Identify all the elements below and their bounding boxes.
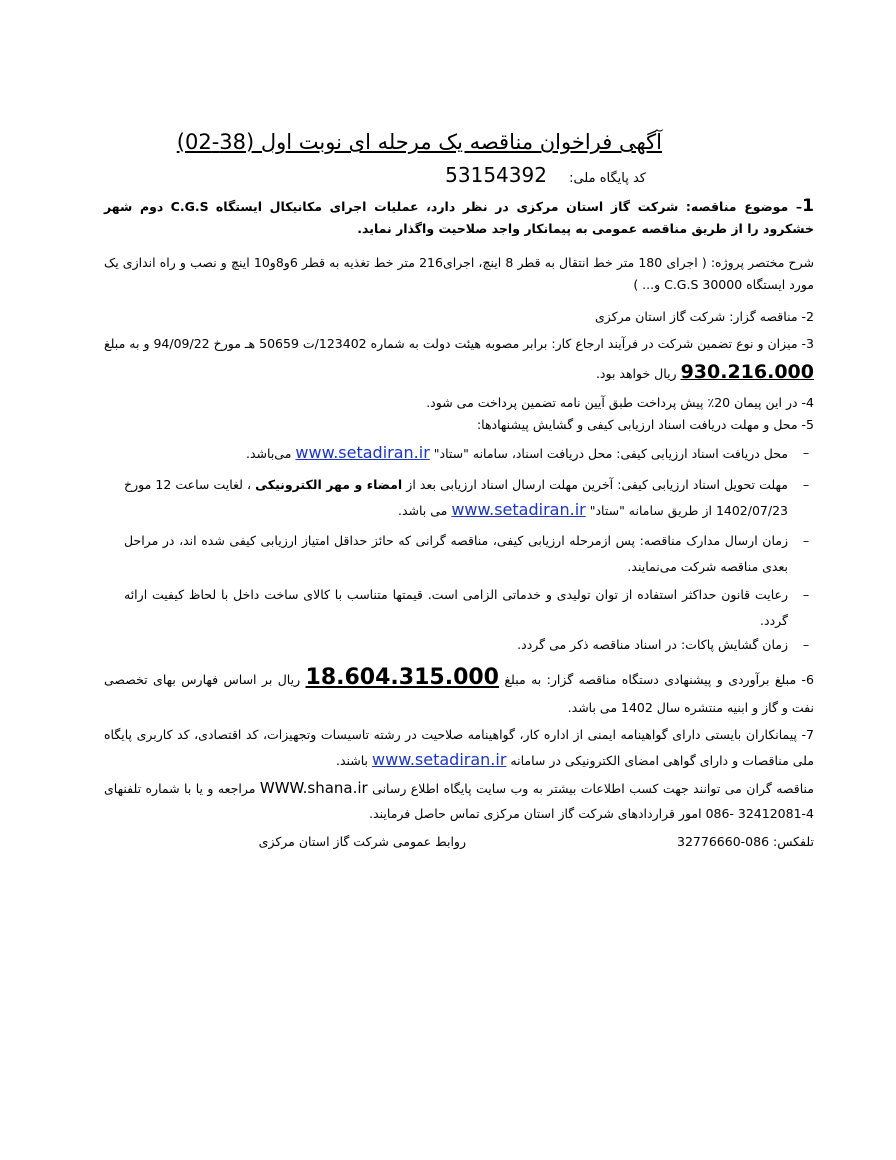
- item-3-text-a: 3- میزان و نوع تضمین شرکت در فرآیند ارجاع کار: برابر مصوبه هیئت دولت به شماره 123402/ت 50659 هـ مورخ 94/09/22 و به مبلغ: [104, 336, 814, 351]
- bullet-2-text-c: می باشد.: [397, 503, 448, 518]
- item-6-text-b: ریال بر اساس فهارس بهای تخصصی نفت و گاز و ابنیه منتشره سال 1402 می باشد.: [104, 672, 814, 715]
- item-6-amount: 18.604.315.000: [305, 665, 499, 690]
- bullet-dash: –: [802, 445, 810, 460]
- bullet-2-text-b: ، لغایت ساعت 12 مورخ 1402/07/23 از طریق سامانه "ستاد": [124, 477, 788, 518]
- item-3-text-b: ریال خواهد بود.: [595, 366, 677, 381]
- bullet-3-text: زمان ارسال مدارک مناقصه: پس ازمرحله ارزیابی کیفی، مناقصه گرانی که حائز حداقل امتیاز ارزیابی کیفی شده اند، در مراحل بعدی مناقصه شرکت می‌نمایند.: [124, 533, 788, 574]
- bullet-2-text-a: مهلت تحویل اسناد ارزیابی کیفی: آخرین مهلت ارسال اسناد ارزیابی بعد از: [406, 477, 788, 492]
- bullet-1-text-a: محل دریافت اسناد ارزیابی کیفی: محل دریافت اسناد، سامانه "ستاد": [433, 446, 788, 461]
- item-7-requirements: [104, 722, 814, 773]
- bullet-2-bold: امضاء و مهر الکترونیکی: [255, 477, 403, 492]
- setadiran-link[interactable]: www.setadiran.ir: [372, 750, 507, 769]
- national-code-value: 53154392: [445, 163, 547, 187]
- setadiran-link[interactable]: www.setadiran.ir: [295, 443, 430, 462]
- bullet-dash: –: [802, 477, 810, 492]
- bullet-5-text: زمان گشایش پاکات: در اسناد مناقصه ذکر می گردد.: [517, 637, 788, 652]
- bullet-3-submission: [124, 528, 814, 580]
- item-1-text-b: دوم شهر خشکرود را از طریق مناقصه عمومی به پیمانکار واجد صلاحیت واگذار نماید.: [104, 199, 814, 236]
- item-3-guarantee: [104, 330, 814, 388]
- setadiran-link[interactable]: www.setadiran.ir: [451, 500, 586, 519]
- page-title: آگهی فراخوان مناقصه یک مرحله ای نوبت اول (38-02): [176, 130, 662, 154]
- bullet-2-deadline: [124, 472, 814, 523]
- bullet-dash: –: [802, 637, 810, 652]
- item-1-number: 1: [802, 196, 814, 216]
- bullet-1-location: [124, 442, 814, 465]
- item-4-prepayment: 4- در این پیمان 20٪ پیش پرداخت طبق آیین نامه تضمین پرداخت می شود.: [426, 395, 814, 410]
- bullet-dash: –: [802, 587, 810, 602]
- item-3-amount: 930.216.000: [680, 361, 814, 383]
- info-text-b: مراجعه و یا با شماره تلفنهای 4-32412081 -086 امور قراردادهای شرکت گاز استان مرکزی تماس حاصل فرمایند.: [104, 781, 814, 821]
- bullet-dash: –: [802, 533, 810, 548]
- bullet-4-text: رعایت قانون حداکثر استفاده از توان تولیدی و خدماتی الزامی است. قیمتها متناسب با کالای ساخت داخل با لحاظ کیفیت ارائه گردد.: [124, 587, 788, 628]
- fax-number: تلفکس: 086-32776660: [677, 834, 814, 849]
- national-code-label: کد پایگاه ملی:: [569, 171, 646, 186]
- item-6-estimate: [104, 664, 814, 722]
- item-7-text-b: باشند.: [335, 753, 369, 768]
- item-1-text-a: – موضوع مناقصه: شرکت گاز استان مرکزی در نظر دارد، عملیات اجرای مکانیکال ایستگاه: [215, 199, 803, 214]
- item-7-text-a: 7- پیمانکاران بایستی دارای گواهینامه ایمنی از اداره کار، گواهینامه صلاحیت در رشته تاسیسات وتجهیزات، کد اقتصادی، کد کاربری پایگاه ملی مناقصات و دارای گواهی امضای الکترونیکی در سامانه: [104, 727, 814, 768]
- bullet-5-opening: [124, 634, 814, 656]
- bullet-1-text-b: می‌باشد.: [246, 446, 292, 461]
- info-text-a: مناقصه گران می توانند جهت کسب اطلاعات بیشتر به وب سایت پایگاه اطلاع رسانی: [372, 781, 815, 796]
- national-code: [445, 160, 646, 190]
- item-6-text-a: 6- مبلغ برآوردی و پیشنهادی دستگاه مناقصه گزار: به مبلغ: [504, 672, 814, 687]
- project-summary: شرح مختصر پروژه: ( اجرای 180 متر خط انتقال به قطر 8 اینچ، اجرای216 متر خط تغذیه به قطر 6و8و10 اینچ و نصب و راه اندازی یک مورد ایستگاه C.G.S 30000 و... ): [104, 255, 814, 292]
- signature: روابط عمومی شرکت گاز استان مرکزی: [258, 834, 466, 849]
- item-1-subject: [104, 195, 814, 240]
- bullet-4-law: [124, 582, 814, 634]
- item-2-tenderer: 2- مناقصه گزار: شرکت گاز استان مرکزی: [595, 309, 814, 324]
- info-paragraph: [104, 776, 814, 826]
- item-5-heading: 5- محل و مهلت دریافت اسناد ارزیابی کیفی و گشایش پیشنهادها:: [476, 417, 814, 432]
- item-1-cgs: C.G.S: [170, 199, 209, 214]
- shana-site[interactable]: WWW.shana.ir: [259, 779, 368, 797]
